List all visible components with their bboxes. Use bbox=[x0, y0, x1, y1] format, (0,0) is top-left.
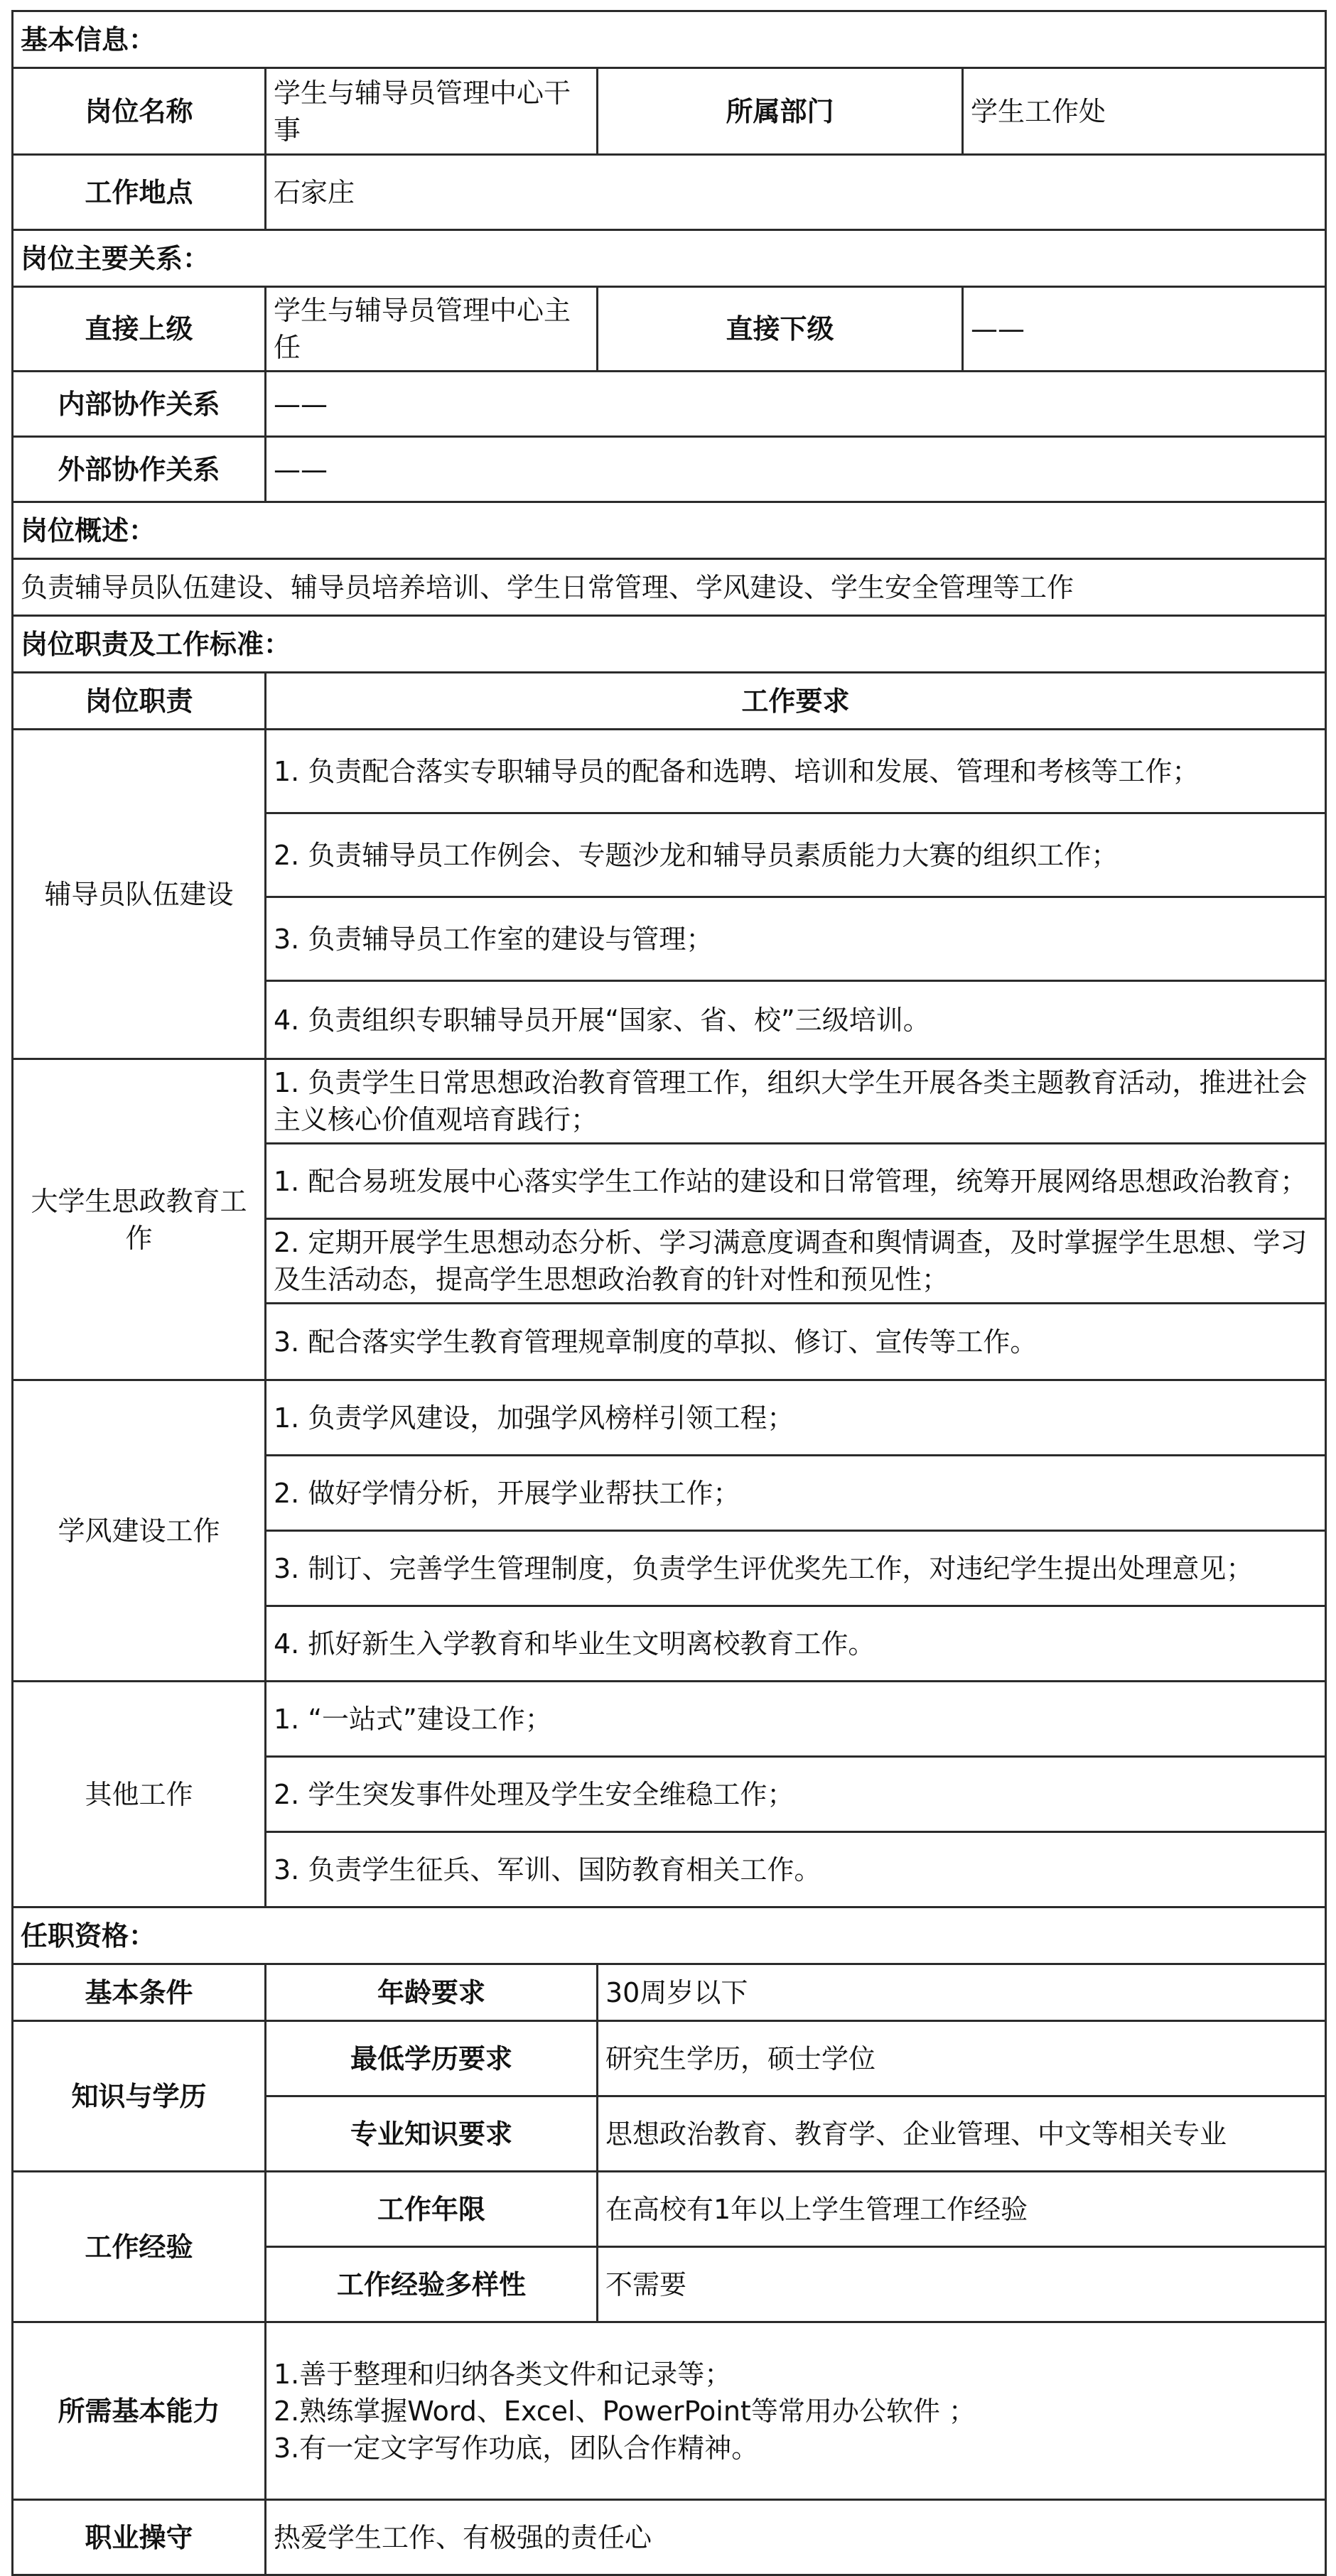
row-abilities bbox=[13, 2322, 1326, 2500]
row-external bbox=[13, 437, 1326, 502]
external-label: 外部协作关系 bbox=[13, 437, 266, 502]
section-title-qualifications: 任职资格： bbox=[13, 1907, 1326, 1964]
duty-row bbox=[13, 730, 1326, 813]
internal-label: 内部协作关系 bbox=[13, 372, 266, 437]
requirement-item: 1. 负责配合落实专职辅导员的配备和选聘、培训和发展、管理和考核等工作； bbox=[266, 730, 1326, 813]
external-value: —— bbox=[266, 437, 1326, 502]
duty-group-name: 大学生思政教育工作 bbox=[13, 1059, 266, 1380]
row-duties-header bbox=[13, 673, 1326, 730]
section-title-basic: 基本信息： bbox=[13, 11, 1326, 68]
ethics-label: 职业操守 bbox=[13, 2500, 266, 2575]
row-superior bbox=[13, 287, 1326, 372]
requirement-item: 1. 负责学风建设，加强学风榜样引领工程； bbox=[266, 1380, 1326, 1456]
major-value: 思想政治教育、教育学、企业管理、中文等相关专业 bbox=[598, 2096, 1326, 2172]
ethics-value: 热爱学生工作、有极强的责任心 bbox=[266, 2500, 1326, 2575]
section-row-duties bbox=[13, 616, 1326, 673]
education-value: 研究生学历，硕士学位 bbox=[598, 2021, 1326, 2096]
superior-value: 学生与辅导员管理中心主任 bbox=[266, 287, 598, 372]
requirement-item: 1. 配合易班发展中心落实学生工作站的建设和日常管理，统筹开展网络思想政治教育； bbox=[266, 1144, 1326, 1219]
job-description-table bbox=[11, 10, 1327, 2576]
duty-group-name: 其他工作 bbox=[13, 1682, 266, 1907]
subordinate-value: —— bbox=[963, 287, 1326, 372]
age-label: 年龄要求 bbox=[266, 1964, 598, 2021]
row-ethics bbox=[13, 2500, 1326, 2575]
requirement-item: 1. “一站式”建设工作； bbox=[266, 1682, 1326, 1757]
dept-value: 学生工作处 bbox=[963, 68, 1326, 155]
requirement-item: 2. 定期开展学生思想动态分析、学习满意度调查和舆情调查，及时掌握学生思想、学习及生活动态，提高学生思想政治教育的针对性和预见性； bbox=[266, 1219, 1326, 1304]
section-row-qualifications bbox=[13, 1907, 1326, 1964]
row-internal bbox=[13, 372, 1326, 437]
age-value: 30周岁以下 bbox=[598, 1964, 1326, 2021]
duty-row bbox=[13, 1059, 1326, 1144]
row-education bbox=[13, 2021, 1326, 2096]
position-label: 岗位名称 bbox=[13, 68, 266, 155]
years-value: 在高校有1年以上学生管理工作经验 bbox=[598, 2172, 1326, 2247]
requirement-item: 2. 做好学情分析，开展学业帮扶工作； bbox=[266, 1456, 1326, 1531]
row-years bbox=[13, 2172, 1326, 2247]
ability-item: 3.有一定文字写作功底，团队合作精神。 bbox=[274, 2432, 759, 2464]
requirement-item: 3. 负责学生征兵、军训、国防教育相关工作。 bbox=[266, 1832, 1326, 1907]
requirement-item: 2. 负责辅导员工作例会、专题沙龙和辅导员素质能力大赛的组织工作； bbox=[266, 813, 1326, 897]
overview-text: 负责辅导员队伍建设、辅导员培养培训、学生日常管理、学风建设、学生安全管理等工作 bbox=[13, 559, 1326, 616]
requirement-item: 1. 负责学生日常思想政治教育管理工作，组织大学生开展各类主题教育活动，推进社会主义核心价值观培育践行； bbox=[266, 1059, 1326, 1144]
section-title-relations: 岗位主要关系： bbox=[13, 230, 1326, 287]
major-label: 专业知识要求 bbox=[266, 2096, 598, 2172]
years-label: 工作年限 bbox=[266, 2172, 598, 2247]
duty-row bbox=[13, 1682, 1326, 1757]
row-overview-text bbox=[13, 559, 1326, 616]
row-location bbox=[13, 155, 1326, 230]
location-label: 工作地点 bbox=[13, 155, 266, 230]
duty-group-name: 学风建设工作 bbox=[13, 1380, 266, 1682]
row-position bbox=[13, 68, 1326, 155]
duty-group-name: 辅导员队伍建设 bbox=[13, 730, 266, 1059]
section-row-relations bbox=[13, 230, 1326, 287]
diversity-value: 不需要 bbox=[598, 2247, 1326, 2322]
ability-item: 2.熟练掌握Word、Excel、PowerPoint等常用办公软件 ； bbox=[274, 2395, 976, 2427]
duty-column-header: 岗位职责 bbox=[13, 673, 266, 730]
section-row-basic bbox=[13, 11, 1326, 68]
duty-row bbox=[13, 1380, 1326, 1456]
requirement-item: 4. 负责组织专职辅导员开展“国家、省、校”三级培训。 bbox=[266, 981, 1326, 1059]
requirement-item: 3. 负责辅导员工作室的建设与管理； bbox=[266, 897, 1326, 981]
experience-label: 工作经验 bbox=[13, 2172, 266, 2322]
superior-label: 直接上级 bbox=[13, 287, 266, 372]
ability-label: 所需基本能力 bbox=[13, 2322, 266, 2500]
requirement-item: 3. 制订、完善学生管理制度，负责学生评优奖先工作，对违纪学生提出处理意见； bbox=[266, 1531, 1326, 1606]
requirement-column-header: 工作要求 bbox=[266, 673, 1326, 730]
knowledge-label: 知识与学历 bbox=[13, 2021, 266, 2172]
dept-label: 所属部门 bbox=[598, 68, 963, 155]
subordinate-label: 直接下级 bbox=[598, 287, 963, 372]
diversity-label: 工作经验多样性 bbox=[266, 2247, 598, 2322]
section-title-duties: 岗位职责及工作标准： bbox=[13, 616, 1326, 673]
position-value: 学生与辅导员管理中心干事 bbox=[266, 68, 598, 155]
location-value: 石家庄 bbox=[266, 155, 1326, 230]
section-title-overview: 岗位概述： bbox=[13, 502, 1326, 559]
internal-value: —— bbox=[266, 372, 1326, 437]
row-basic-conditions bbox=[13, 1964, 1326, 2021]
ability-item: 1.善于整理和归纳各类文件和记录等； bbox=[274, 2358, 732, 2390]
requirement-item: 3. 配合落实学生教育管理规章制度的草拟、修订、宣传等工作。 bbox=[266, 1304, 1326, 1380]
education-label: 最低学历要求 bbox=[266, 2021, 598, 2096]
basic-conditions-label: 基本条件 bbox=[13, 1964, 266, 2021]
ability-list bbox=[266, 2322, 1326, 2500]
section-row-overview bbox=[13, 502, 1326, 559]
requirement-item: 4. 抓好新生入学教育和毕业生文明离校教育工作。 bbox=[266, 1606, 1326, 1682]
requirement-item: 2. 学生突发事件处理及学生安全维稳工作； bbox=[266, 1757, 1326, 1832]
